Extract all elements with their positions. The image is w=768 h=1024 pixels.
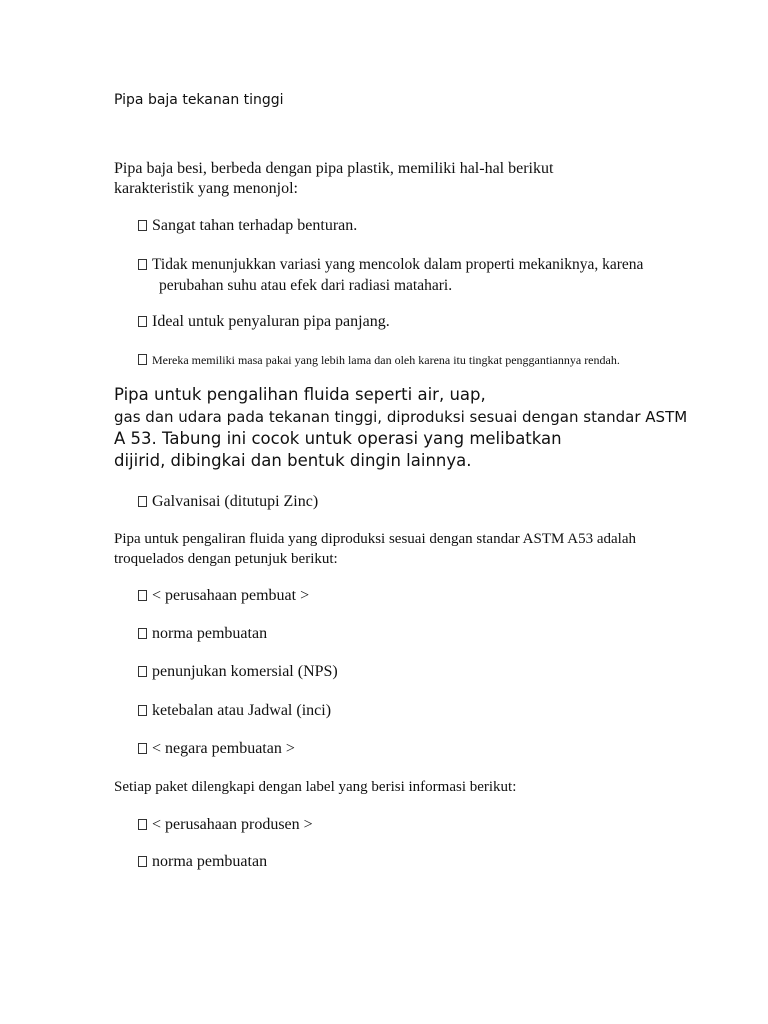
marking-item (138, 586, 309, 606)
astm-line-3: A 53. Tabung ini cocok untuk operasi yang melibatkan (114, 429, 562, 448)
label-text: < perusahaan produsen > (152, 816, 313, 833)
bullet-box-icon (138, 354, 147, 365)
astm-line-1: Pipa untuk pengalihan fluida seperti air, uap, (114, 385, 486, 404)
bullet-box-icon (138, 496, 147, 507)
label-item (138, 852, 267, 872)
label-paragraph: Setiap paket dilengkapi dengan label yang berisi informasi berikut: (114, 779, 517, 795)
bullet-box-icon (138, 259, 147, 270)
marking-text: penunjukan komersial (NPS) (152, 663, 338, 680)
bullet-box-icon (138, 743, 147, 754)
intro-line-2: karakteristik yang menonjol: (114, 180, 298, 197)
feature-item (138, 350, 620, 370)
bullet-box-icon (138, 628, 147, 639)
feature-text: Sangat tahan terhadap benturan. (152, 217, 358, 234)
marking-paragraph (114, 529, 636, 569)
feature-text: Tidak menunjukkan variasi yang mencolok dalam properti mekaniknya, karena (152, 256, 644, 273)
feature-item (138, 312, 390, 332)
marking-line-2: troquelados dengan petunjuk berikut: (114, 551, 338, 567)
bullet-box-icon (138, 666, 147, 677)
galvanized-text: Galvanisai (ditutupi Zinc) (152, 493, 319, 510)
bullet-box-icon (138, 819, 147, 830)
bullet-box-icon (138, 705, 147, 716)
marking-item (138, 701, 331, 721)
intro-paragraph (114, 159, 553, 199)
marking-item (138, 739, 295, 759)
bullet-box-icon (138, 316, 147, 327)
marking-item (138, 662, 338, 682)
feature-text: Mereka memiliki masa pakai yang lebih lama dan oleh karena itu tingkat penggantiannya rendah. (152, 353, 620, 367)
bullet-box-icon (138, 590, 147, 601)
feature-text: Ideal untuk penyaluran pipa panjang. (152, 313, 390, 330)
galvanized-item (138, 492, 318, 512)
marking-text: < perusahaan pembuat > (152, 587, 310, 604)
marking-line-1: Pipa untuk pengaliran fluida yang diproduksi sesuai dengan standar ASTM A53 adalah (114, 531, 636, 547)
marking-text: norma pembuatan (152, 625, 268, 642)
intro-line-1: Pipa baja besi, berbeda dengan pipa plastik, memiliki hal-hal berikut (114, 160, 554, 177)
bullet-box-icon (138, 856, 147, 867)
astm-line-2: gas dan udara pada tekanan tinggi, diproduksi sesuai dengan standar ASTM (114, 408, 688, 426)
astm-line-4: dijirid, dibingkai dan bentuk dingin lainnya. (114, 451, 472, 470)
label-text: norma pembuatan (152, 853, 268, 870)
label-item (138, 815, 313, 835)
marking-text: ketebalan atau Jadwal (inci) (152, 702, 332, 719)
marking-text: < negara pembuatan > (152, 740, 295, 757)
document-title: Pipa baja tekanan tinggi (114, 92, 284, 108)
bullet-box-icon (138, 220, 147, 231)
astm-paragraph (114, 384, 687, 472)
feature-item (138, 216, 357, 236)
feature-text-continued: perubahan suhu atau efek dari radiasi matahari. (159, 277, 453, 294)
feature-item (138, 255, 643, 296)
marking-item (138, 624, 267, 644)
